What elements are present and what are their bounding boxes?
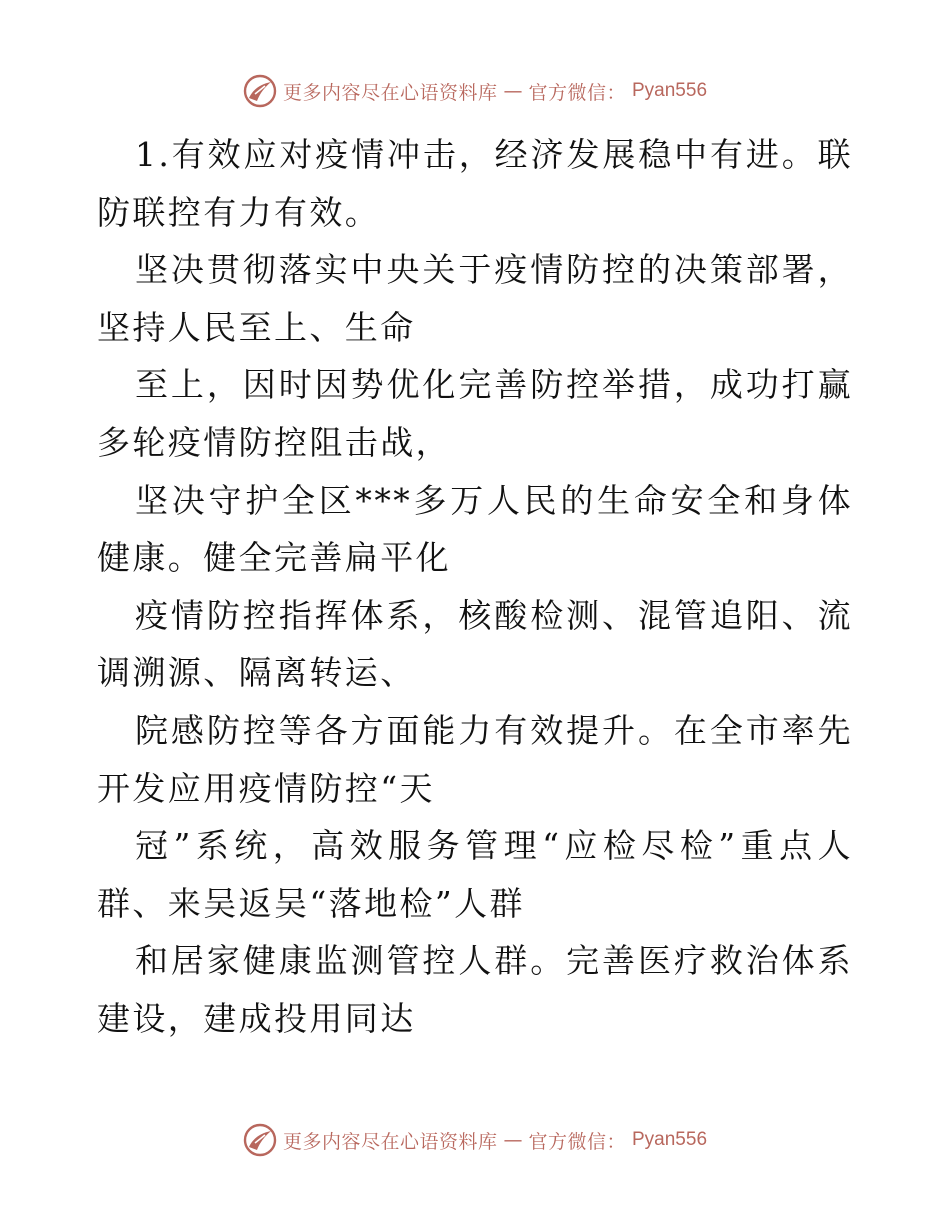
paragraph: 冠”系统，高效服务管理“应检尽检”重点人群、来吴返吴“落地检”人群 [97,826,853,923]
paragraph: 1.有效应对疫情冲击，经济发展稳中有进。联防联控有力有效。 [97,135,853,232]
watermark-account: Pyan556 [632,1129,708,1150]
paragraph: 坚决守护全区***多万人民的生命安全和身体健康。健全完善扁平化 [97,480,853,578]
watermark-label: 官方微信： [528,81,626,104]
footer-watermark [0,1120,950,1160]
brand-logo-icon [243,1123,277,1157]
watermark-separator: — [503,80,523,102]
brand-logo-icon [243,74,277,108]
paragraph: 院感防控等各方面能力有效提升。在全市率先开发应用疫情防控“天 [97,710,853,808]
paragraph: 坚决贯彻落实中央关于疫情防控的决策部署，坚持人民至上、生命 [97,250,853,347]
header-watermark [0,71,950,111]
paragraph: 至上，因时因势优化完善防控举措，成功打赢多轮疫情防控阻击战， [97,365,853,462]
paragraph: 和居家健康监测管控人群。完善医疗救治体系建设，建成投用同达 [97,941,853,1038]
paragraph: 疫情防控指挥体系，核酸检测、混管追阳、流调溯源、隔离转运、 [97,595,853,693]
document-body [97,126,853,1048]
watermark-account: Pyan556 [632,80,708,101]
watermark-separator: — [503,1129,523,1151]
watermark-site-text: 更多内容尽在心语资料库 [282,81,498,104]
watermark-label: 官方微信： [528,1130,626,1153]
watermark-site-text: 更多内容尽在心语资料库 [282,1130,498,1153]
